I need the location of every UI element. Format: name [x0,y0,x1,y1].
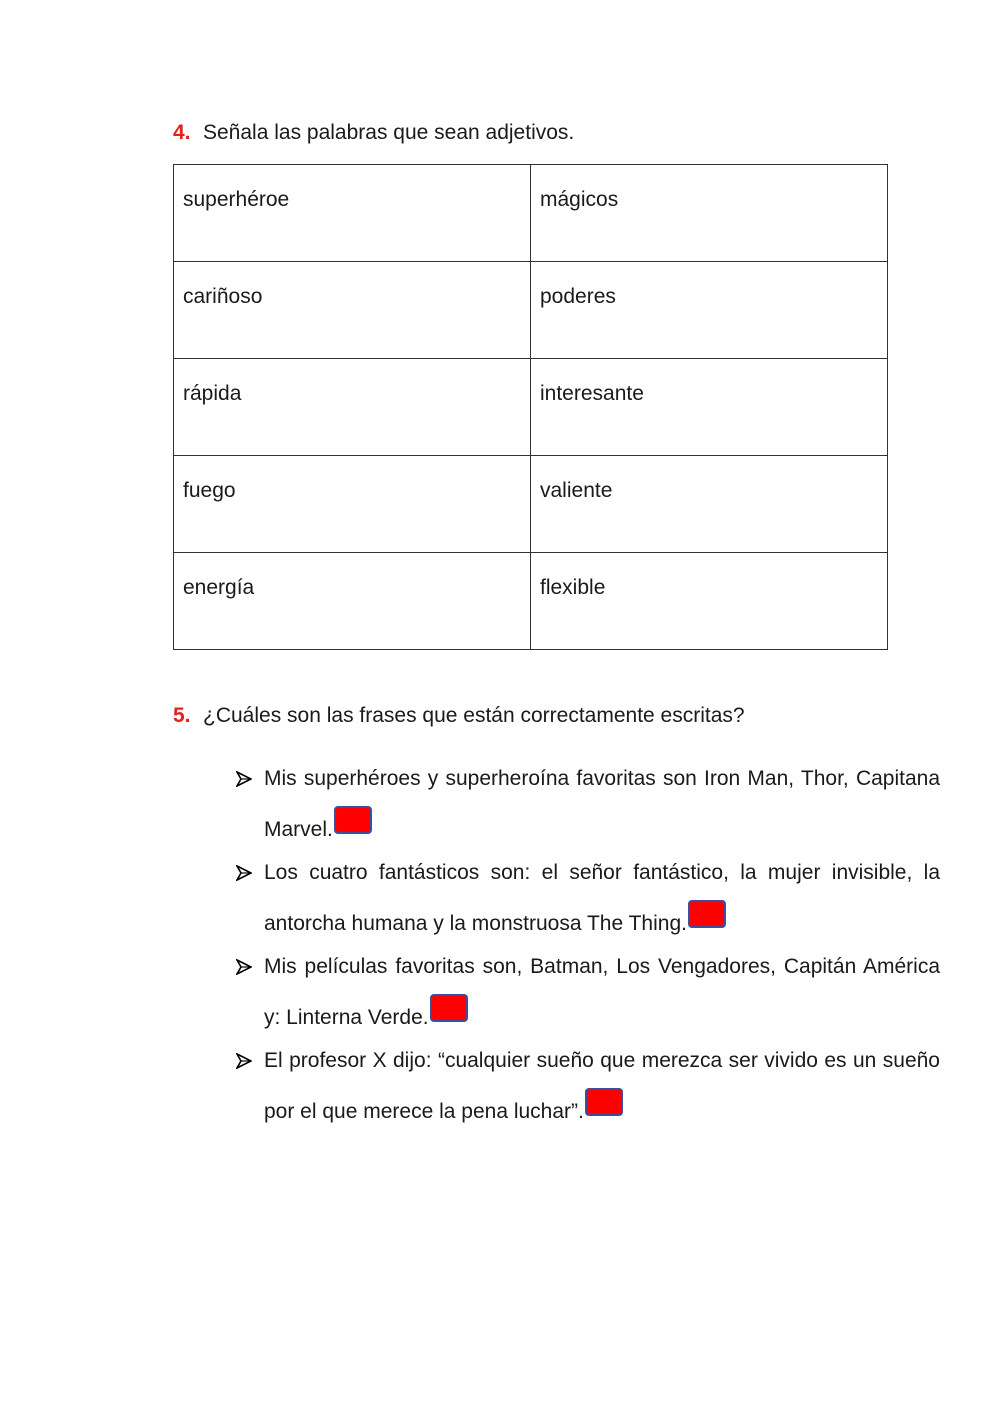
word-cell[interactable]: flexible [531,553,888,650]
word-cell[interactable]: poderes [531,262,888,359]
answer-checkbox[interactable] [334,806,372,834]
list-item [236,847,940,949]
word-cell[interactable]: fuego [174,456,531,553]
arrow-bullet-icon [236,959,252,975]
table-row [174,165,888,262]
adjectives-table [173,164,888,650]
question-5-text: ¿Cuáles son las frases que están correctamente escritas? [203,704,745,727]
word-cell[interactable]: mágicos [531,165,888,262]
sentence-text: Mis superhéroes y superheroína favoritas son Iron Man, Thor, Capitana Marvel. [264,767,940,841]
word-cell[interactable]: interesante [531,359,888,456]
word-cell[interactable]: energía [174,553,531,650]
answer-checkbox[interactable] [688,900,726,928]
word-cell[interactable]: cariñoso [174,262,531,359]
question-4-number: 4. [173,121,191,144]
sentence-text: El profesor X dijo: “cualquier sueño que merezca ser vivido es un sueño por el que merece la pena luchar”. [264,1049,940,1123]
sentence-text: Mis películas favoritas son, Batman, Los Vengadores, Capitán América y: Linterna Verde. [264,955,940,1029]
table-row [174,262,888,359]
question-4-text: Señala las palabras que sean adjetivos. [203,121,575,144]
word-cell[interactable]: superhéroe [174,165,531,262]
table-row [174,553,888,650]
list-item [236,1035,940,1137]
sentence-list [236,762,940,1137]
question-5 [173,703,745,729]
answer-checkbox[interactable] [585,1088,623,1116]
list-item [236,753,940,855]
answer-checkbox[interactable] [430,994,468,1022]
word-cell[interactable]: rápida [174,359,531,456]
question-5-number: 5. [173,704,191,727]
list-item [236,941,940,1043]
table-row [174,456,888,553]
word-cell[interactable]: valiente [531,456,888,553]
arrow-bullet-icon [236,865,252,881]
arrow-bullet-icon [236,1053,252,1069]
arrow-bullet-icon [236,771,252,787]
question-4 [173,120,574,146]
sentence-text: Los cuatro fantásticos son: el señor fantástico, la mujer invisible, la antorcha humana y la monstruosa The Thing. [264,861,940,935]
table-row [174,359,888,456]
